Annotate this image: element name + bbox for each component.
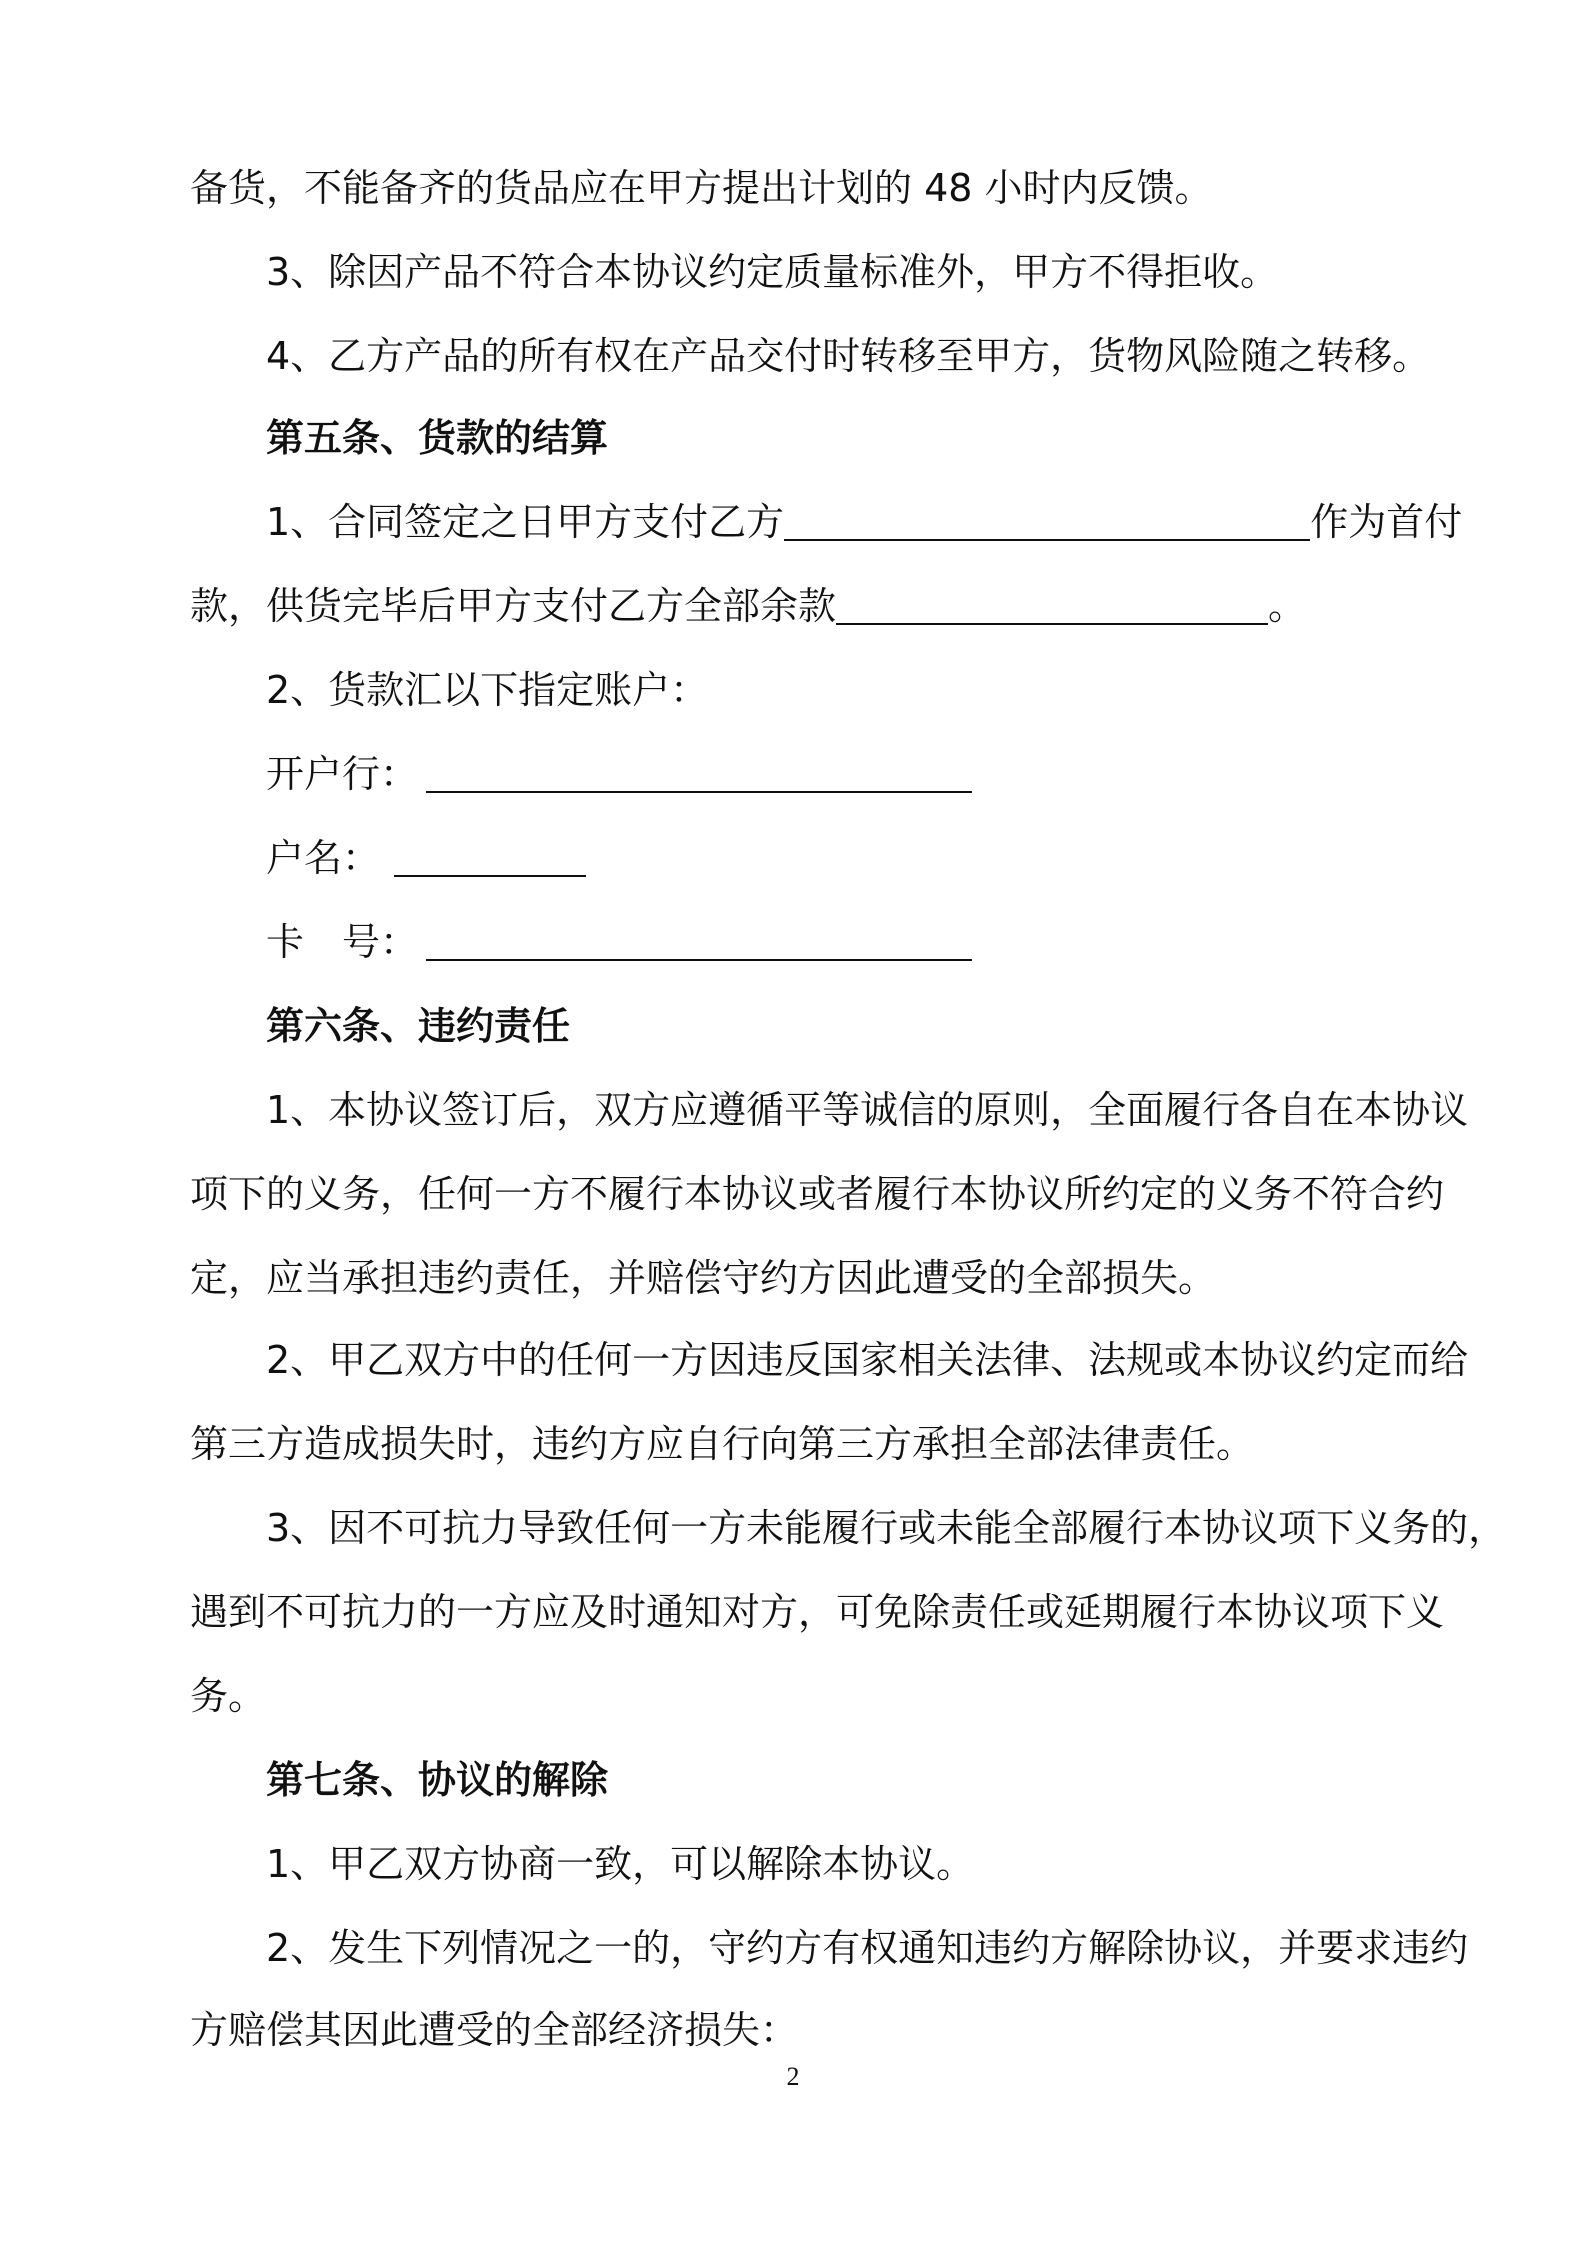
paragraph-line: 定，应当承担违约责任，并赔偿守约方因此遭受的全部损失。 [190,1256,1217,1300]
paragraph-line: 务。 [190,1674,267,1718]
form-field-card-number [266,916,1526,968]
section-heading: 第五条、货款的结算 [266,416,609,460]
section-heading: 第七条、协议的解除 [266,1758,609,1802]
text-segment: 1、合同签定之日甲方支付乙方 [266,500,785,544]
paragraph-line: 第三方造成损失时，违约方应自行向第三方承担全部法律责任。 [190,1422,1255,1466]
text-segment: 款，供货完毕后甲方支付乙方全部余款 [190,584,837,628]
paragraph-line: 2、发生下列情况之一的，守约方有权通知违约方解除协议，并要求违约 [266,1926,1469,1970]
paragraph-line: 2、货款汇以下指定账户： [266,668,709,712]
field-label: 户名： [266,836,381,880]
fill-blank-line [394,835,586,877]
paragraph-line [190,580,1450,632]
paragraph-line: 遇到不可抗力的一方应及时通知对方，可免除责任或延期履行本协议项下义 [190,1590,1445,1634]
fill-blank-line [784,499,1310,541]
paragraph-line: 4、乙方产品的所有权在产品交付时转移至甲方，货物风险随之转移。 [266,334,1431,378]
paragraph-line: 3、除因产品不符合本协议约定质量标准外，甲方不得拒收。 [266,250,1279,294]
paragraph-line: 1、甲乙双方协商一致，可以解除本协议。 [266,1842,975,1886]
fill-blank-line [426,919,972,961]
page-number: 2 [786,2062,800,2091]
field-label: 开户行： [266,752,419,796]
text-segment: 作为首付 [1310,500,1463,544]
paragraph-line [266,496,1526,548]
fill-blank-line [426,751,972,793]
paragraph-line: 方赔偿其因此遭受的全部经济损失： [190,2008,799,2052]
paragraph-line: 2、甲乙双方中的任何一方因违反国家相关法律、法规或本协议约定而给 [266,1338,1469,1382]
field-label: 卡 号： [266,920,419,964]
section-heading: 第六条、违约责任 [266,1004,571,1048]
form-field-bank [266,748,1526,800]
text-segment: 。 [1268,584,1307,628]
paragraph-line: 项下的义务，任何一方不履行本协议或者履行本协议所约定的义务不符合约 [190,1172,1445,1216]
fill-blank-line [836,583,1268,625]
form-field-account-name [266,832,1526,884]
paragraph-line: 3、因不可抗力导致任何一方未能履行或未能全部履行本协议项下义务的， [266,1506,1507,1550]
paragraph-line: 1、本协议签订后，双方应遵循平等诚信的原则，全面履行各自在本协议 [266,1088,1469,1132]
paragraph-line: 备货，不能备齐的货品应在甲方提出计划的 48 小时内反馈。 [190,166,1213,210]
